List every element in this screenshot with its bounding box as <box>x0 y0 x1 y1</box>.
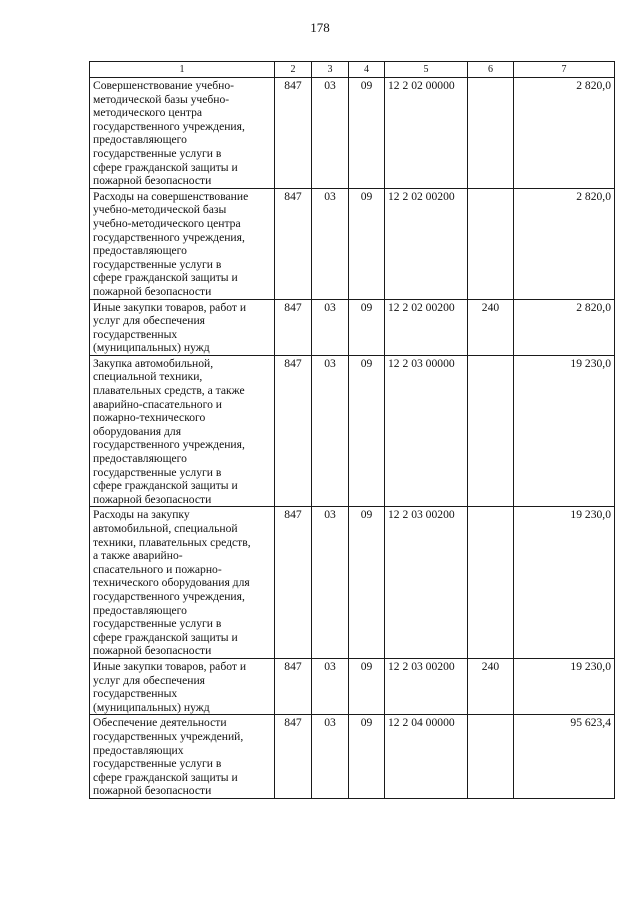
column-header: 7 <box>514 62 615 78</box>
table-row <box>90 355 615 507</box>
row-expense-type <box>468 507 514 659</box>
row-subsection-code: 09 <box>349 355 385 507</box>
table-row <box>90 658 615 714</box>
row-target-code: 12 2 02 00000 <box>385 78 468 189</box>
table-row <box>90 188 615 299</box>
row-ministry-code: 847 <box>275 78 312 189</box>
row-target-code: 12 2 03 00000 <box>385 355 468 507</box>
row-target-code: 12 2 02 00200 <box>385 299 468 355</box>
row-amount: 19 230,0 <box>514 355 615 507</box>
row-amount: 2 820,0 <box>514 78 615 189</box>
page-number: 178 <box>310 20 330 35</box>
row-section-code: 03 <box>312 188 349 299</box>
column-header: 3 <box>312 62 349 78</box>
budget-table <box>89 61 615 799</box>
row-target-code: 12 2 03 00200 <box>385 507 468 659</box>
table-header-row <box>90 62 615 78</box>
column-header: 1 <box>90 62 275 78</box>
column-header: 6 <box>468 62 514 78</box>
row-name: Совершенствование учебно- методической базы учебно- методического центра государственного учреждения, предоставляющего государственные услуги в сфере гражданской защиты и пожарной безопасности <box>90 78 275 189</box>
row-expense-type <box>468 78 514 189</box>
row-section-code: 03 <box>312 507 349 659</box>
row-expense-type <box>468 188 514 299</box>
row-subsection-code: 09 <box>349 507 385 659</box>
row-ministry-code: 847 <box>275 715 312 799</box>
row-ministry-code: 847 <box>275 507 312 659</box>
row-section-code: 03 <box>312 299 349 355</box>
column-header: 4 <box>349 62 385 78</box>
row-subsection-code: 09 <box>349 188 385 299</box>
row-subsection-code: 09 <box>349 715 385 799</box>
row-ministry-code: 847 <box>275 299 312 355</box>
row-name: Обеспечение деятельности государственных учреждений, предоставляющих государственные услуги в сфере гражданской защиты и пожарной безопасности <box>90 715 275 799</box>
row-ministry-code: 847 <box>275 188 312 299</box>
row-section-code: 03 <box>312 355 349 507</box>
row-name: Иные закупки товаров, работ и услуг для обеспечения государственных (муниципальных) нужд <box>90 299 275 355</box>
row-expense-type <box>468 355 514 507</box>
row-amount: 2 820,0 <box>514 299 615 355</box>
row-amount: 95 623,4 <box>514 715 615 799</box>
row-expense-type: 240 <box>468 658 514 714</box>
column-header: 5 <box>385 62 468 78</box>
row-name: Иные закупки товаров, работ и услуг для обеспечения государственных (муниципальных) нужд <box>90 658 275 714</box>
table-row <box>90 507 615 659</box>
row-subsection-code: 09 <box>349 78 385 189</box>
row-name: Расходы на закупку автомобильной, специальной техники, плавательных средств, а также аварийно- спасательного и пожарно- технического оборудования для государственного учреждения, предоставляющего государственные услуги в сфере гражданской защиты и пожарной безопасности <box>90 507 275 659</box>
row-amount: 2 820,0 <box>514 188 615 299</box>
table-row <box>90 715 615 799</box>
row-section-code: 03 <box>312 715 349 799</box>
row-amount: 19 230,0 <box>514 507 615 659</box>
row-name: Расходы на совершенствование учебно-методической базы учебно-методического центра государственного учреждения, предоставляющего государственные услуги в сфере гражданской защиты и пожарной безопасности <box>90 188 275 299</box>
row-subsection-code: 09 <box>349 299 385 355</box>
table-row <box>90 78 615 189</box>
row-name: Закупка автомобильной, специальной техники, плавательных средств, а также аварийно-спасательного и пожарно-технического оборудования для государственного учреждения, предоставляющего государственные услуги в сфере гражданской защиты и пожарной безопасности <box>90 355 275 507</box>
row-section-code: 03 <box>312 658 349 714</box>
row-target-code: 12 2 03 00200 <box>385 658 468 714</box>
table-row <box>90 299 615 355</box>
row-expense-type: 240 <box>468 299 514 355</box>
row-ministry-code: 847 <box>275 658 312 714</box>
row-amount: 19 230,0 <box>514 658 615 714</box>
row-target-code: 12 2 02 00200 <box>385 188 468 299</box>
row-target-code: 12 2 04 00000 <box>385 715 468 799</box>
row-subsection-code: 09 <box>349 658 385 714</box>
row-expense-type <box>468 715 514 799</box>
column-header: 2 <box>275 62 312 78</box>
row-section-code: 03 <box>312 78 349 189</box>
row-ministry-code: 847 <box>275 355 312 507</box>
